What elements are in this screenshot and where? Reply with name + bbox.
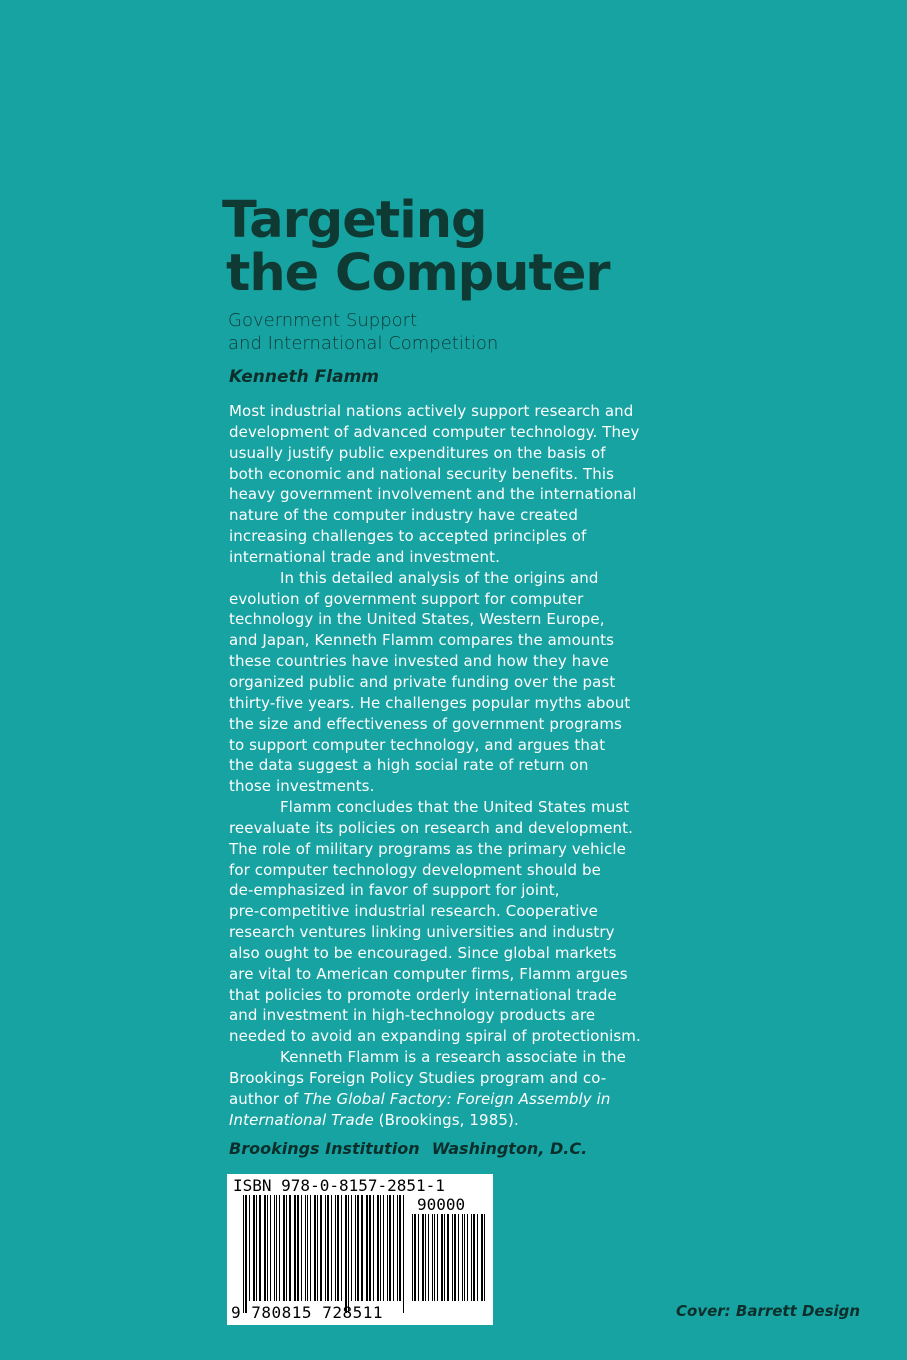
barcode-bar xyxy=(452,1214,453,1301)
barcode-bar xyxy=(341,1195,342,1301)
barcode-bar xyxy=(286,1195,287,1301)
barcode-bar xyxy=(351,1195,352,1301)
barcode-bar xyxy=(331,1195,332,1301)
barcode-bar xyxy=(276,1195,277,1301)
author-name: Kenneth Flamm xyxy=(229,367,379,387)
subtitle-line-2: and International Competition xyxy=(228,333,499,354)
barcode-bar xyxy=(253,1195,255,1301)
barcode-bar xyxy=(317,1195,318,1301)
barcode-bar xyxy=(399,1195,401,1301)
barcode-bar xyxy=(327,1195,329,1301)
barcode-bar xyxy=(477,1214,478,1301)
blurb-line: international trade and investment. xyxy=(229,547,500,566)
isbn-barcode xyxy=(227,1174,493,1325)
blurb-line: reevaluate its policies on research and development. xyxy=(229,818,634,837)
barcode-bar xyxy=(412,1214,413,1301)
barcode-bar xyxy=(249,1195,250,1301)
barcode-bar xyxy=(355,1195,356,1301)
blurb-line: and Japan, Kenneth Flamm compares the amounts xyxy=(229,631,615,650)
barcode-bar xyxy=(270,1195,271,1301)
cover-credit: Cover: Barrett Design xyxy=(676,1302,861,1320)
blurb-line: that policies to promote orderly international trade xyxy=(229,985,617,1004)
blurb-line: pre-competitive industrial research. Cooperative xyxy=(229,902,598,921)
barcode-bar xyxy=(414,1214,416,1301)
book-title-line-2: the Computer xyxy=(226,244,610,303)
barcode-bar xyxy=(297,1195,299,1301)
barcode-bar xyxy=(243,1195,244,1313)
subtitle-line-1: Government Support xyxy=(228,310,418,331)
barcode-bar xyxy=(432,1214,433,1301)
barcode-bar xyxy=(366,1195,368,1301)
barcode-bar xyxy=(283,1195,285,1301)
blurb-line: and investment in high-technology products are xyxy=(229,1006,596,1025)
barcode-bar xyxy=(462,1214,463,1301)
barcode-bar xyxy=(305,1195,306,1301)
barcode-bar xyxy=(279,1195,280,1301)
barcode-bar xyxy=(437,1214,438,1301)
blurb-line: increasing challenges to accepted principles of xyxy=(229,527,587,546)
blurb-line: development of advanced computer technology. They xyxy=(229,422,640,441)
blurb-line: thirty-five years. He challenges popular myths about xyxy=(229,693,631,712)
barcode-bar xyxy=(428,1214,429,1301)
barcode-bar xyxy=(259,1195,261,1301)
blurb-line: Brookings Foreign Policy Studies program and co- xyxy=(229,1069,607,1087)
barcode-bar xyxy=(245,1195,247,1313)
barcode-bar xyxy=(454,1214,456,1301)
barcode-bar xyxy=(403,1195,404,1313)
blurb-line: those investments. xyxy=(229,777,375,796)
blurb xyxy=(229,401,669,1131)
barcode-bar xyxy=(447,1214,449,1301)
barcode-bar xyxy=(387,1195,388,1301)
barcode-bar xyxy=(348,1195,349,1313)
blurb-line: evolution of government support for computer xyxy=(229,589,584,608)
blurb-line: needed to avoid an expanding spiral of protectionism. xyxy=(229,1027,641,1046)
blurb-line: the size and effectiveness of government programs xyxy=(229,714,622,733)
barcode-bars-icon xyxy=(243,1195,406,1313)
barcode-bar xyxy=(473,1214,475,1301)
blurb-paragraph-2 xyxy=(229,568,669,797)
blurb-paragraph-1 xyxy=(229,401,669,568)
barcode-bar xyxy=(383,1195,384,1301)
barcode-bar xyxy=(481,1214,483,1301)
barcode-bar xyxy=(444,1214,445,1301)
barcode-bar xyxy=(418,1214,419,1301)
barcode-bar xyxy=(484,1214,485,1301)
barcode-bar xyxy=(471,1214,472,1301)
barcode-bar xyxy=(294,1195,296,1301)
barcode-bar xyxy=(464,1214,465,1301)
barcode-bar xyxy=(274,1195,275,1301)
price-barcode-bars-icon xyxy=(412,1214,488,1313)
book-reference-title: The Global Factory: Foreign Assembly in xyxy=(303,1089,611,1108)
barcode-bar xyxy=(389,1195,391,1301)
publisher-location: Washington, D.C. xyxy=(431,1139,588,1158)
barcode-bar xyxy=(373,1195,374,1301)
barcode-bar xyxy=(467,1214,468,1301)
publisher-imprint xyxy=(229,1139,587,1158)
barcode-bar xyxy=(335,1195,336,1301)
blurb-paragraph-4 xyxy=(229,1047,669,1130)
barcode-bar xyxy=(345,1195,347,1313)
blurb-line: de-emphasized in favor of support for joint, xyxy=(229,881,560,900)
barcode-digits: 9 780815 728511 xyxy=(231,1303,383,1322)
barcode-bar xyxy=(301,1195,302,1301)
blurb-line: are vital to American computer firms, Flamm argues xyxy=(229,964,628,983)
publisher-name: Brookings Institution xyxy=(229,1139,420,1158)
blurb-line: to support computer technology, and argues that xyxy=(229,735,606,754)
barcode-bar xyxy=(325,1195,326,1301)
book-title xyxy=(222,191,610,303)
blurb-line: also ought to be encouraged. Since global markets xyxy=(229,943,617,962)
barcode-bar xyxy=(380,1195,381,1301)
blurb-line: heavy government involvement and the international xyxy=(229,485,637,504)
barcode-bar xyxy=(393,1195,394,1301)
blurb-line: research ventures linking universities and industry xyxy=(229,923,615,942)
barcode-bar xyxy=(264,1195,266,1301)
barcode-bar xyxy=(377,1195,379,1301)
barcode-bar xyxy=(320,1195,322,1301)
blurb-line: technology in the United States, Western Europe, xyxy=(229,610,605,629)
barcode-bar xyxy=(337,1195,339,1301)
barcode-bar xyxy=(434,1214,435,1301)
blurb-line: nature of the computer industry have created xyxy=(229,506,578,525)
blurb-line: Kenneth Flamm is a research associate in the xyxy=(280,1048,627,1067)
barcode-bar xyxy=(307,1195,308,1301)
barcode-bar xyxy=(425,1214,426,1301)
blurb-text: author of xyxy=(229,1089,304,1108)
blurb-line: Most industrial nations actively support research and xyxy=(229,402,634,420)
blurb-line: for computer technology development should be xyxy=(229,860,601,879)
isbn-number: ISBN 978-0-8157-2851-1 xyxy=(233,1176,445,1195)
blurb-paragraph-3 xyxy=(229,797,669,1047)
barcode-bar xyxy=(458,1214,459,1301)
barcode-bar xyxy=(361,1195,363,1301)
barcode-bar xyxy=(369,1195,371,1301)
blurb-text: (Brookings, 1985). xyxy=(373,1110,519,1129)
blurb-line: In this detailed analysis of the origins and xyxy=(280,568,599,587)
blurb-line: Flamm concludes that the United States must xyxy=(280,798,630,817)
barcode-bar xyxy=(267,1195,268,1301)
blurb-line: organized public and private funding over the past xyxy=(229,672,616,691)
book-reference-title: International Trade xyxy=(229,1110,374,1129)
barcode-bar xyxy=(314,1195,316,1301)
blurb-line xyxy=(229,1089,669,1110)
barcode-bar xyxy=(310,1195,311,1301)
book-subtitle xyxy=(228,309,498,355)
blurb-line: both economic and national security benefits. This xyxy=(229,464,615,483)
price-code: 90000 xyxy=(417,1195,466,1214)
barcode-bar xyxy=(357,1195,359,1301)
barcode-bar xyxy=(256,1195,257,1301)
barcode-bar xyxy=(289,1195,291,1301)
book-title-line-1: Targeting xyxy=(222,191,487,250)
blurb-line: the data suggest a high social rate of return on xyxy=(229,756,589,775)
blurb-line: these countries have invested and how they have xyxy=(229,652,609,671)
barcode-bar xyxy=(397,1195,398,1301)
blurb-line xyxy=(229,1110,669,1131)
barcode-bar xyxy=(441,1214,443,1301)
barcode-bar xyxy=(422,1214,424,1301)
blurb-line: usually justify public expenditures on the basis of xyxy=(229,443,606,462)
blurb-line: The role of military programs as the primary vehicle xyxy=(229,839,626,858)
